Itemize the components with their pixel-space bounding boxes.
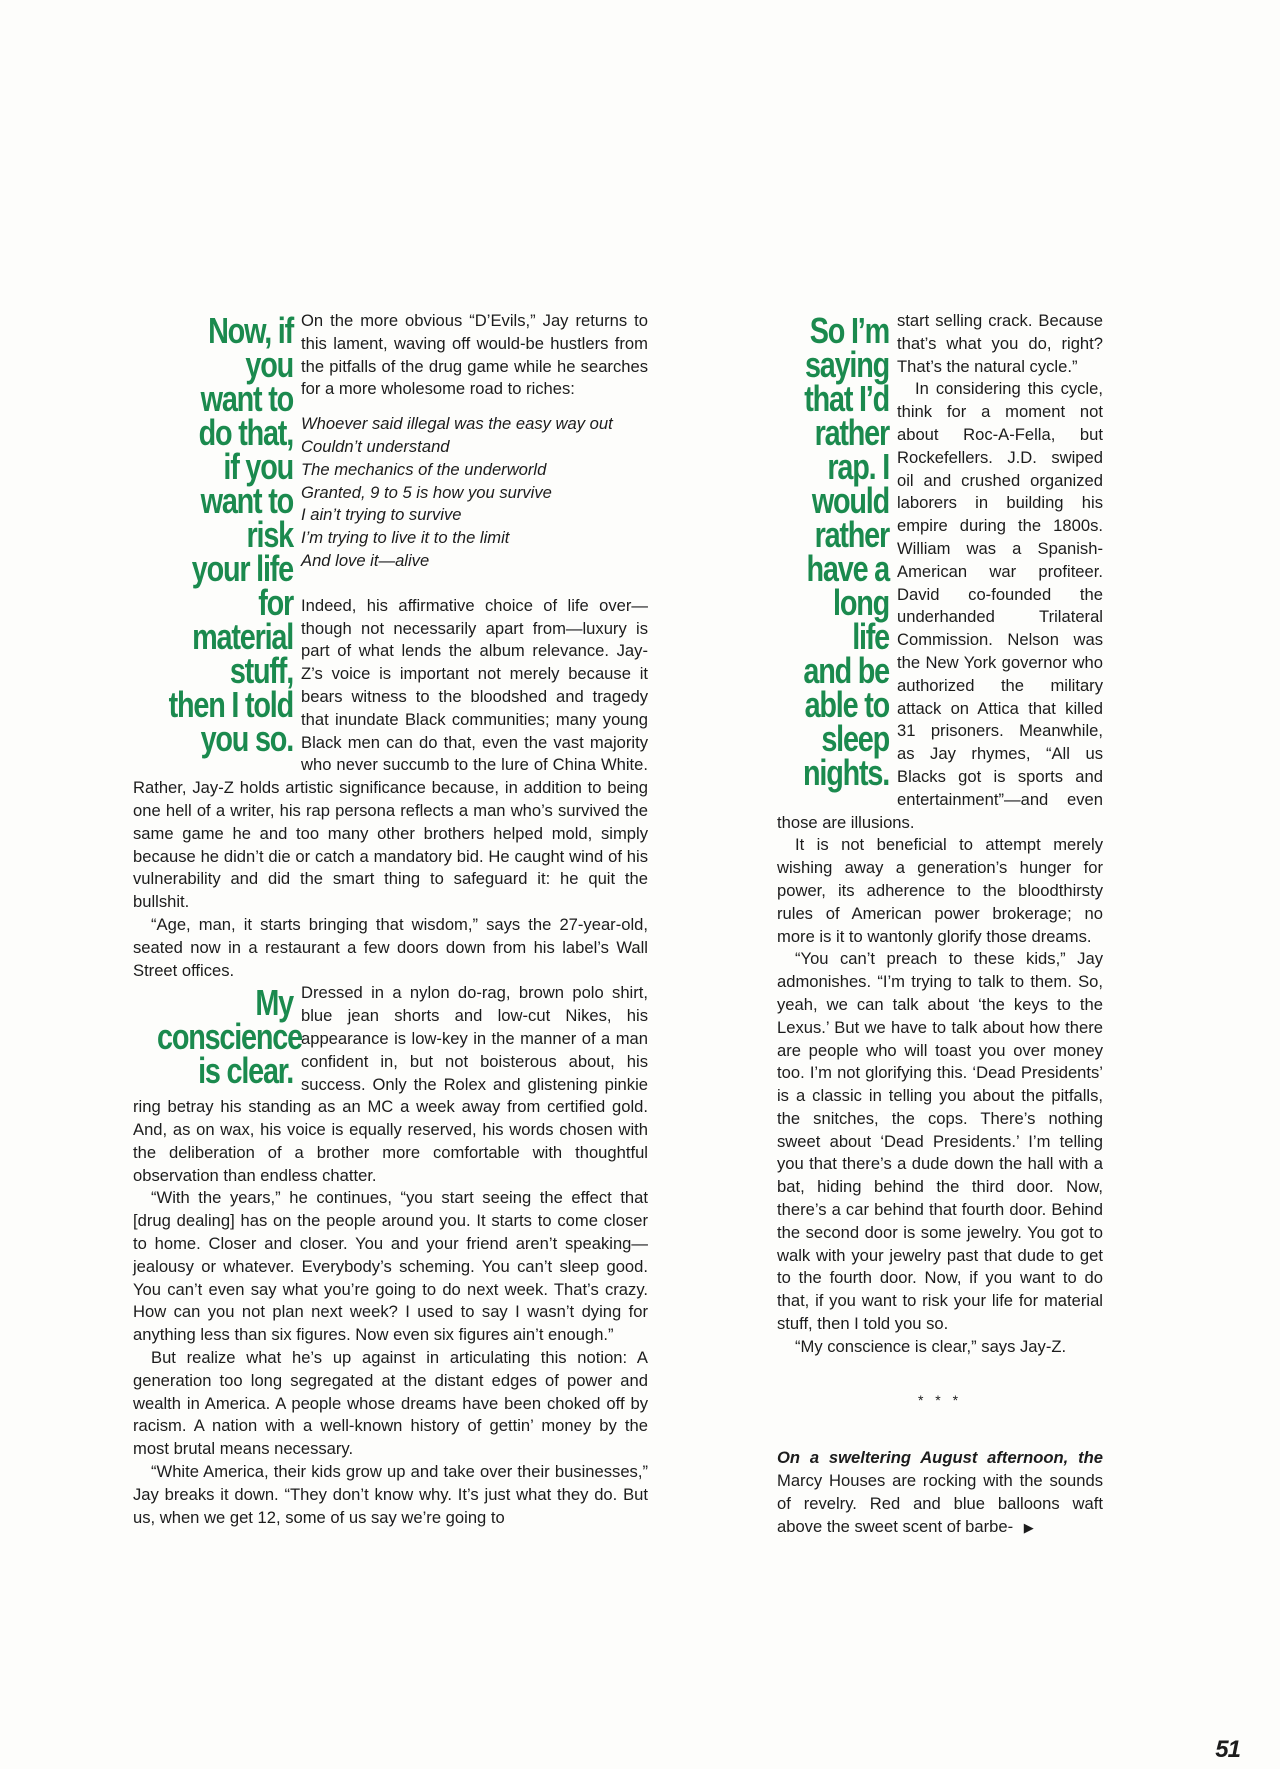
section-divider: * * * — [917, 1391, 963, 1408]
opening-text: Marcy Houses are rocking with the sounds of revelry. Red and blue balloons waft above the sweet scent of barbe- — [777, 1471, 1103, 1536]
body-paragraph: Indeed, his affirmative choice of life over—though not necessarily apart from—luxury is part of what lends the album relevance. Jay-Z’s voice is important not merely because it bears witness to the bloodshed and tragedy that inundate Black communities; many young Black men can do that, even the vast majority who never succumb to the lure of China White. Rather, Jay-Z holds artistic significance because, in addition to being one hell of a writer, his rap persona reflects a man who’s survived the same game he and too many other brothers helped mold, simply because he didn’t die or catch a mandatory bid. He caught wind of his vulnerability and did the smart thing to safeguard it: he quit the bullshit. — [133, 595, 648, 912]
section-opening — [777, 1447, 1103, 1539]
body-paragraph: “Age, man, it starts bringing that wisdom,” says the 27-year-old, seated now in a restaurant a few doors down from his label’s Wall Street offices. — [133, 914, 648, 980]
pull-quote-1: Now, if you want to do that, if you want to risk your life for material stuff, then I told you so. — [168, 310, 293, 759]
lyric-line: Granted, 9 to 5 is how you survive — [301, 482, 552, 502]
lyric-line: The mechanics of the underworld — [301, 459, 547, 479]
lyric-line: I ain’t trying to survive — [301, 505, 462, 525]
continue-arrow-icon: ▶ — [1023, 1519, 1034, 1535]
pull-quote-2: My conscience is clear. — [157, 982, 302, 1092]
lyric-line: And love it—alive — [301, 550, 430, 570]
right-column — [777, 310, 1103, 1540]
body-paragraph: Dressed in a nylon do-rag, brown polo shirt, blue jean shorts and low-cut Nikes, his appearance is low-key in the manner of a man confident in, but not boisterous about, his success. Only the Rolex and glistening pinkie ring betray his standing as an MC a week away from certified gold. And, as on wax, his voice is equally reserved, his words chosen with the deliberation of a brother more comfortable with thoughtful observation than endless chatter. — [133, 983, 648, 1185]
body-paragraph: start selling crack. Because that’s what you do, right? That’s the natural cycle.” — [897, 311, 1103, 376]
lead-in: On a sweltering August afternoon, the — [777, 1448, 1103, 1468]
body-paragraph: “With the years,” he continues, “you start seeing the effect that [drug dealing] has on the people around you. It starts to come closer to home. Closer and closer. You and your friend aren’t speaking—jealousy or whatever. Everybody’s scheming. You can’t sleep good. You can’t even say what you’re going to do next week. That’s crazy. How can you not plan next week? I used to say I wasn’t dying for anything less than six figures. Now even six figures ain’t enough.” — [133, 1188, 648, 1345]
lyric-line: Whoever said illegal was the easy way out — [301, 414, 613, 434]
lyric-line: Couldn’t understand — [301, 436, 450, 456]
body-paragraph: “My conscience is clear,” says Jay-Z. — [795, 1336, 1067, 1356]
body-paragraph: In considering this cycle, think for a moment not about Roc-A-Fella, but Rockefellers. J.D. swiped oil and crushed organized laborers in building his empire during the 1800s. William was a Spanish-American war profiteer. David co-founded the underhanded Trilateral Commission. Nelson was the New York governor who authorized the military attack on Attica that killed 31 prisoners. Meanwhile, as Jay rhymes, “All us Blacks got is sports and entertainment”—and even those are illusions. — [777, 379, 1103, 832]
pull-quote-3: So I’m saying that I’d rather rap. I would rather have a long life and be able to sleep nights. — [803, 310, 889, 793]
body-paragraph: “White America, their kids grow up and take over their businesses,” Jay breaks it down. “They don’t know why. It’s just what they do. But us, when we get 12, some of us say we’re going to — [133, 1462, 648, 1527]
body-paragraph: On the more obvious “D’Evils,” Jay returns to this lament, waving off would-be hustlers from the pitfalls of the drug game while he searches for a more wholesome road to riches: — [301, 311, 648, 399]
left-column — [133, 310, 648, 1529]
body-paragraph: But realize what he’s up against in articulating this notion: A generation too long segregated at the distant edges of power and wealth in America. A people whose dreams have been choked off by racism. A nation with a well-known history of gettin’ money by the most brutal means necessary. — [133, 1348, 648, 1459]
body-paragraph: “You can’t preach to these kids,” Jay admonishes. “I’m trying to talk to them. So, yeah, we can talk about ‘the keys to the Lexus.’ But we have to talk about how there are people who will toast you over money too. I’m not glorifying this. ‘Dead Presidents’ is a classic in telling you about the pitfalls, the snitches, the cops. There’s nothing sweet about ‘Dead Presidents.’ I’m telling you that there’s a dude down the hall with a bat, hiding behind the third door. Now, there’s a car behind that fourth door. Behind the second door is some jewelry. You got to walk with your jewelry past that dude to get to the fourth door. Now, if you want to do that, if you want to risk your life for material stuff, then I told you so. — [777, 949, 1103, 1334]
body-paragraph: It is not beneficial to attempt merely wishing away a generation’s hunger for power, its adherence to the bloodthirsty rules of American power brokerage; no more is it to wantonly glorify those dreams. — [777, 835, 1103, 946]
lyric-line: I’m trying to live it to the limit — [301, 528, 510, 548]
page-number: 51 — [1215, 1736, 1240, 1763]
